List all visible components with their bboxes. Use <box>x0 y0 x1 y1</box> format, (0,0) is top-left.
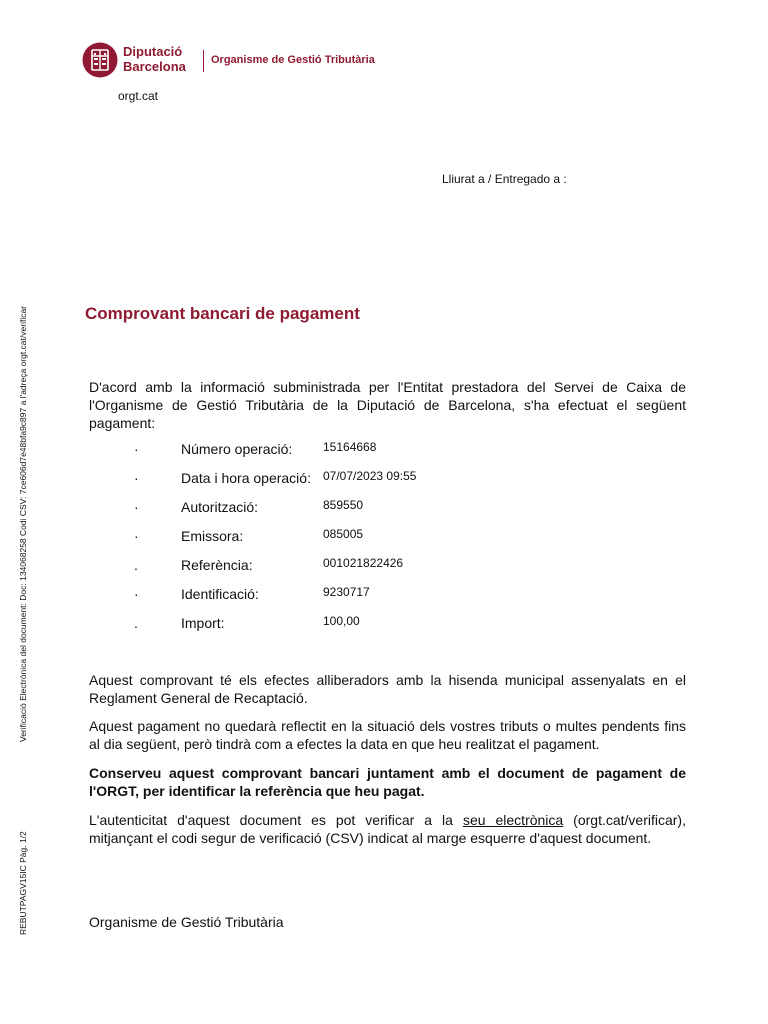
detail-label: Emissora: <box>181 528 244 544</box>
brand-divider <box>203 50 204 72</box>
detail-row <box>89 615 509 635</box>
bullet-marker: · <box>134 586 139 602</box>
detail-value: 859550 <box>323 498 364 512</box>
authenticity-text-end: (orgt.cat/verificar), mitjançant el codi segur de verificació (CSV) indicat al marge esquerre d'aquest document. <box>89 812 686 846</box>
detail-value: 07/07/2023 09:55 <box>323 469 417 483</box>
reflection-paragraph: Aquest pagament no quedarà reflectit en la situació dels vostres tributs o multes pendents fins al dia següent, però tindrà com a efectes la data en que heu realitzat el pagament. <box>89 718 686 752</box>
detail-label: Data i hora operació: <box>181 470 311 486</box>
detail-label: Número operació: <box>181 441 293 457</box>
detail-value: 100,00 <box>323 614 360 628</box>
detail-label: Import: <box>181 615 225 631</box>
footer-signature: Organisme de Gestió Tributària <box>89 914 284 930</box>
detail-value: 9230717 <box>323 585 370 599</box>
detail-row <box>89 586 509 606</box>
detail-value: 15164668 <box>323 440 377 454</box>
brand-name <box>123 44 186 74</box>
organisation-name: Organisme de Gestió Tributària <box>211 54 375 66</box>
detail-row <box>89 557 509 577</box>
effects-paragraph: Aquest comprovant té els efectes alliberadors amb la hisenda municipal assenyalats en el Reglament General de Recaptació. <box>89 672 686 706</box>
detail-label: Identificació: <box>181 586 259 602</box>
keep-receipt-paragraph: Conserveu aquest comprovant bancari juntament amb el document de pagament de l'ORGT, per identificar la referència que heu pagat. <box>89 765 686 799</box>
bullet-marker: · <box>134 470 139 486</box>
brand-line-2: Barcelona <box>123 59 186 74</box>
bullet-marker: · <box>134 441 139 457</box>
detail-label: Referència: <box>181 557 253 573</box>
detail-value: 085005 <box>323 527 364 541</box>
document-reference: REBUTPAGV15IC Pàg. 1/2 <box>18 831 28 935</box>
website-label: orgt.cat <box>118 89 159 103</box>
bullet-marker: . <box>134 557 138 573</box>
detail-label: Autorització: <box>181 499 259 515</box>
e-office-link[interactable]: seu electrònica <box>462 812 564 828</box>
detail-row <box>89 441 509 461</box>
csv-verification-text: Verificació Electrònica del document: Doc: 134068258 Codi CSV: 7ce606d7e48bfa9c897 a l'adreça orgt.cat/verificar <box>18 305 28 742</box>
bullet-marker: . <box>134 615 138 631</box>
detail-row <box>89 499 509 519</box>
authenticity-paragraph <box>89 811 686 847</box>
page-title: Comprovant bancari de pagament <box>85 304 360 323</box>
authenticity-text-start: L'autenticitat d'aquest document es pot verificar a la <box>89 812 463 828</box>
bullet-marker: · <box>134 499 139 515</box>
detail-row <box>89 470 509 490</box>
brand-line-1: Diputació <box>123 44 183 59</box>
detail-row <box>89 528 509 548</box>
diputacio-barcelona-seal-icon <box>82 42 118 78</box>
recipient-label: Lliurat a / Entregado a : <box>442 172 567 186</box>
intro-paragraph: D'acord amb la informació subministrada per l'Entitat prestadora del Servei de Caixa de l'Organisme de Gestió Tributària de la Diputació de Barcelona, s'ha efectuat el següent pagament: <box>89 379 686 431</box>
bullet-marker: · <box>134 528 139 544</box>
detail-value: 001021822426 <box>323 556 404 570</box>
